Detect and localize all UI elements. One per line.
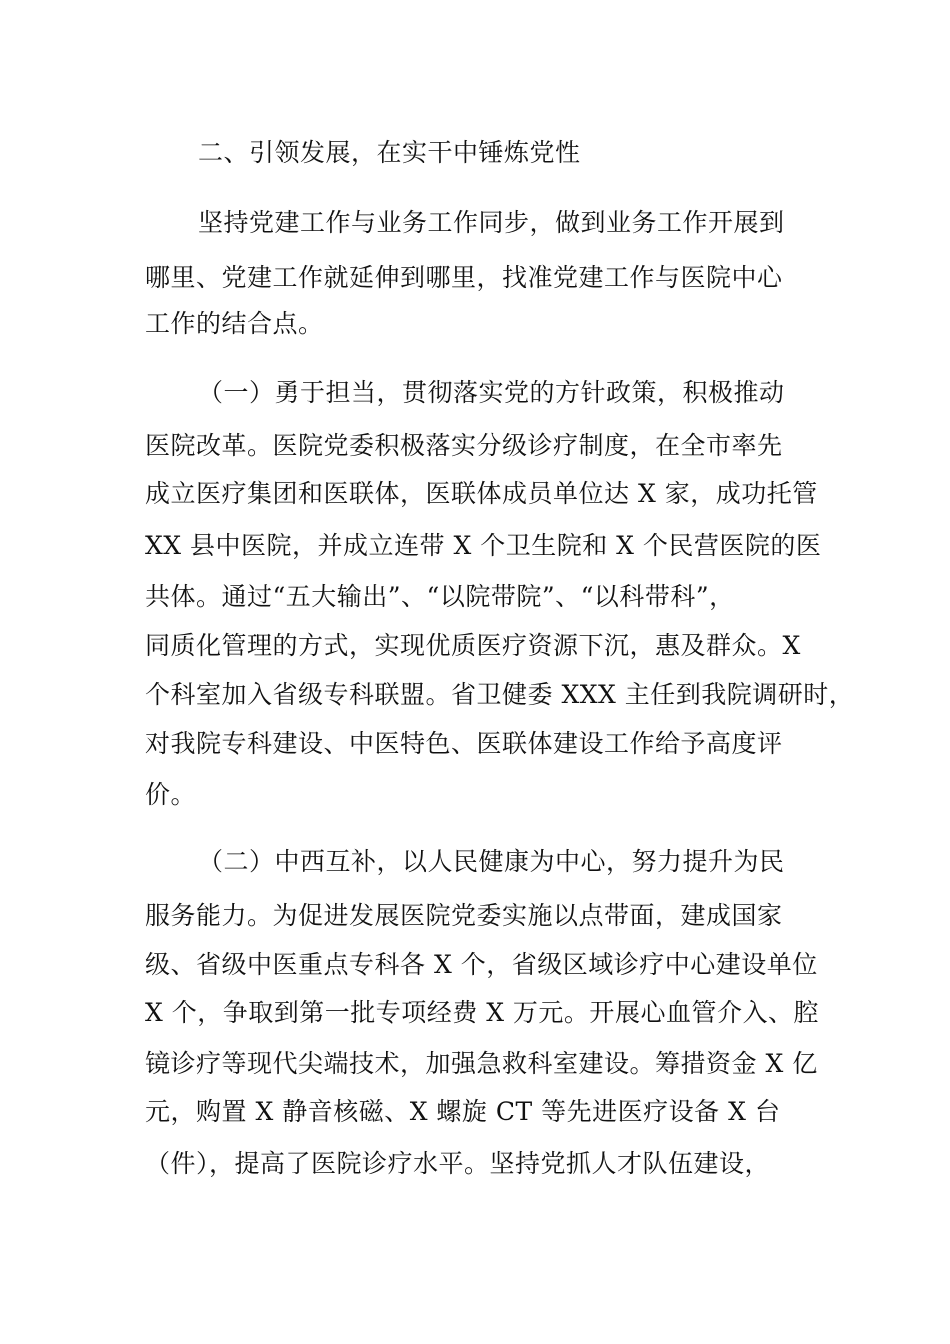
paragraph-2-line-4: XX 县中医院，并成立连带 X 个卫生院和 X 个民营医院的医 xyxy=(145,531,822,560)
paragraph-1-line-2: 哪里、党建工作就延伸到哪里，找准党建工作与医院中心 xyxy=(145,263,783,292)
paragraph-1-line-1: 坚持党建工作与业务工作同步，做到业务工作开展到 xyxy=(198,208,785,237)
paragraph-2-line-9: 价。 xyxy=(145,780,197,809)
paragraph-3-line-1: （二）中西互补，以人民健康为中心，努力提升为民 xyxy=(198,847,785,876)
paragraph-3-line-7: （件），提高了医院诊疗水平。坚持党抓人才队伍建设， xyxy=(145,1149,771,1178)
paragraph-3-line-4: X 个，争取到第一批专项经费 X 万元。开展心血管介入、腔 xyxy=(145,998,819,1027)
section-heading: 二、引领发展，在实干中锤炼党性 xyxy=(198,138,581,167)
paragraph-2-line-8: 对我院专科建设、中医特色、医联体建设工作给予高度评 xyxy=(145,729,783,758)
paragraph-2-line-2: 医院改革。医院党委积极落实分级诊疗制度，在全市率先 xyxy=(145,431,783,460)
paragraph-2-line-5: 共体。通过“五大输出”、“以院带院”、“以科带科”， xyxy=(145,582,735,611)
paragraph-3-line-6: 元，购置 X 静音核磁、X 螺旋 CT 等先进医疗设备 X 台 xyxy=(145,1097,781,1126)
paragraph-3-line-3: 级、省级中医重点专科各 X 个，省级区域诊疗中心建设单位 xyxy=(145,950,818,979)
paragraph-2-line-3: 成立医疗集团和医联体，医联体成员单位达 X 家，成功托管 xyxy=(145,479,818,508)
paragraph-2-line-6: 同质化管理的方式，实现优质医疗资源下沉，惠及群众。X xyxy=(145,631,801,660)
paragraph-2-line-7: 个科室加入省级专科联盟。省卫健委 XXX 主任到我院调研时， xyxy=(145,680,855,709)
paragraph-3-line-2: 服务能力。为促进发展医院党委实施以点带面，建成国家 xyxy=(145,901,783,930)
paragraph-1-line-3: 工作的结合点。 xyxy=(145,309,324,338)
paragraph-2-line-1: （一）勇于担当，贯彻落实党的方针政策，积极推动 xyxy=(198,378,785,407)
paragraph-3-line-5: 镜诊疗等现代尖端技术，加强急救科室建设。筹措资金 X 亿 xyxy=(145,1049,818,1078)
